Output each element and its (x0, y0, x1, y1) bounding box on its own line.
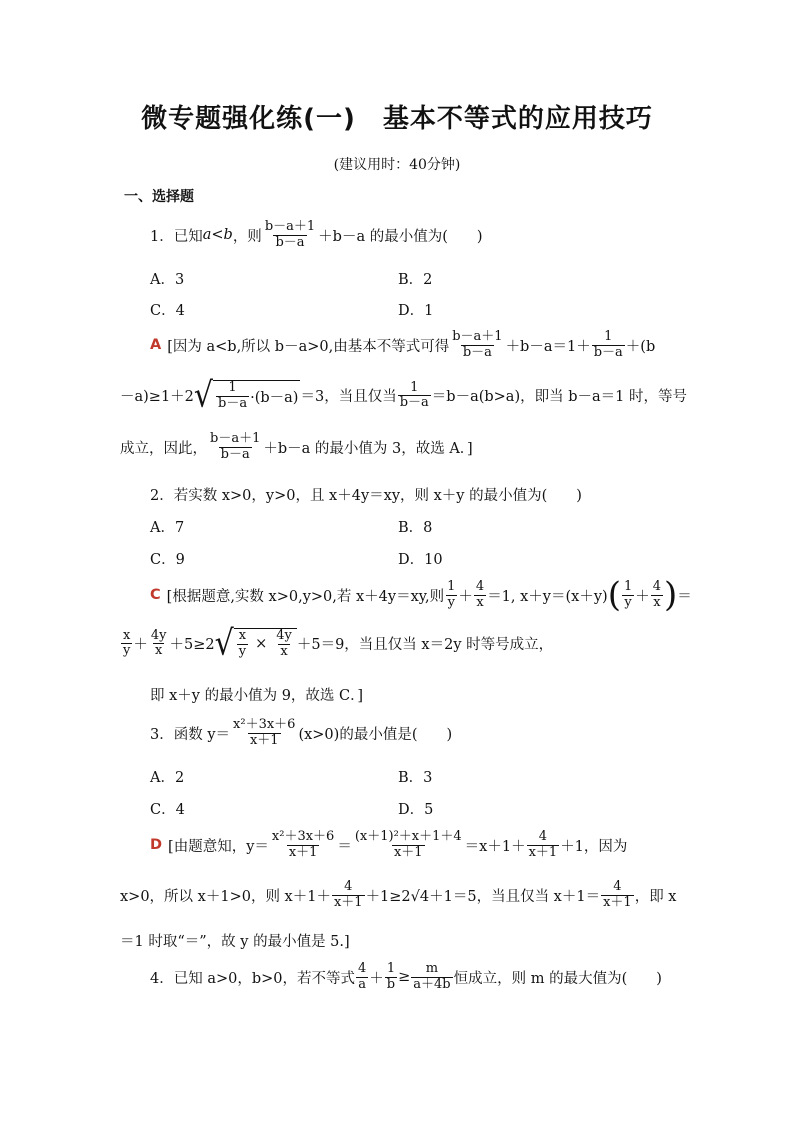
fraction-denominator: a＋4b (413, 976, 451, 992)
q4-fraction (385, 962, 397, 993)
q1-sol-text: ＋b－a 的最小值为 3，故选 A．] (263, 440, 473, 457)
q1-sol-text: 成立，因此， (120, 440, 207, 457)
q2-sol-text: ＋5≥2 (169, 637, 215, 654)
fraction-denominator: x (653, 594, 661, 610)
q3-solution-line-2 (120, 880, 677, 911)
fraction-denominator: x＋1 (528, 844, 558, 860)
q1-fraction (263, 220, 317, 251)
fraction-denominator: a (358, 976, 367, 992)
q2-option-d: D．10 (398, 552, 443, 568)
q2-option-c: C．9 (150, 552, 185, 568)
fraction-numerator: 4 (358, 961, 367, 976)
section-heading: 一、选择题 (124, 189, 194, 205)
q3-sol-text: [由题意知，y＝ (168, 838, 269, 855)
fraction-numerator: x (123, 627, 131, 643)
q1-sol-text: ＝3，当且仅当 (300, 389, 397, 406)
q1-sol-fraction (592, 330, 625, 361)
fraction-denominator: x (476, 594, 484, 610)
q3-sol-text: x>0，所以 x＋1>0，则 x＋1＋ (120, 888, 331, 905)
q3-answer-letter: D (150, 837, 163, 854)
fraction-numerator: 4 (344, 879, 353, 894)
q3-option-a: A．2 (150, 770, 185, 786)
q4-suffix: 恒成立，则 m 的最大值为( ) (453, 970, 662, 987)
fraction-numerator: b－a＋1 (264, 219, 316, 234)
fraction-denominator: x＋1 (393, 844, 423, 860)
fraction-denominator: b－a (218, 395, 248, 411)
q2-solution-line-2 (120, 623, 554, 664)
fraction-denominator: x (280, 643, 288, 659)
q1-option-b: B．2 (398, 272, 433, 288)
square-root: √ $\frac{1}{b-a}$ ·(b－a) (193, 375, 299, 416)
fraction-denominator: b－a (220, 446, 250, 462)
q3-sol-text: ＋1，因为 (560, 838, 628, 855)
fraction-denominator: b－a (399, 395, 429, 411)
q2-sol-text: [根据题意,实数 x>0,y>0,若 x＋4y＝xy,则 (166, 588, 445, 605)
fraction-numerator: 1 (447, 578, 456, 594)
q3-sol-fraction (270, 830, 336, 861)
fraction-denominator: y (447, 594, 455, 610)
fraction-numerator: x (238, 628, 247, 643)
q2-sol-text: ＋ (635, 588, 650, 605)
q1-prefix: 1．已知 (150, 228, 203, 245)
q2-answer-letter: C (150, 587, 161, 603)
q2-sol-text: ＝ (677, 588, 692, 605)
q1-sol-text: ＋(b (625, 338, 656, 355)
q1-sol-fraction (450, 330, 504, 361)
q1-solution-line-1 (150, 330, 655, 361)
fraction-denominator: y (238, 643, 247, 659)
q1-sol-fraction (208, 432, 262, 463)
fraction-denominator: x＋1 (249, 732, 279, 748)
q2-sol-fraction (149, 629, 169, 660)
fraction-denominator: x＋1 (333, 894, 363, 910)
fraction-numerator: (x＋1)²＋x＋1＋4 (354, 829, 462, 844)
q2-sol-fraction (237, 629, 248, 660)
fraction-numerator: 1 (228, 380, 237, 395)
q3-sol-text: ，即 x (634, 888, 677, 905)
fraction-numerator: 4 (652, 578, 662, 594)
q3-prefix: 3．函数 y＝ (150, 726, 231, 743)
q2-sol-text: ＋5＝9，当且仅当 x＝2y 时等号成立， (296, 637, 554, 654)
question-2-stem: 2．若实数 x>0，y>0，且 x＋4y＝xy，则 x＋y 的最小值为( ) (150, 488, 582, 504)
question-1-stem (150, 220, 483, 251)
q4-fraction (411, 962, 452, 993)
fraction-numerator: b－a＋1 (210, 431, 261, 446)
fraction-denominator: b－a (593, 344, 623, 360)
fraction-numerator: 1 (604, 329, 613, 344)
fraction-denominator: y (123, 643, 131, 659)
q3-sol-fraction (353, 830, 464, 861)
q2-sol-fraction (622, 580, 634, 611)
fraction-numerator: 4 (538, 829, 548, 844)
fraction-numerator: b－a＋1 (452, 329, 503, 344)
question-4-stem (150, 962, 662, 993)
fraction-numerator: 1 (410, 379, 419, 395)
q1-sol-text: －a)≥1＋2 (120, 389, 194, 406)
q4-fraction (356, 962, 368, 993)
q3-option-c: C．4 (150, 802, 185, 818)
q2-sol-fraction (121, 629, 132, 660)
q1-answer-letter: A (150, 337, 162, 354)
q3-option-d: D．5 (398, 802, 434, 818)
q1-option-a: A．3 (150, 272, 185, 288)
q3-sol-text: ＋1≥2√4＋1＝5，当且仅当 x＋1＝ (365, 888, 601, 905)
page-subtitle: (建议用时：40分钟) (333, 157, 461, 173)
fraction-numerator: 4 (475, 578, 485, 594)
q3-sol-text: ＝x＋1＋ (464, 838, 526, 855)
q1-option-c: C．4 (150, 303, 185, 319)
fraction-denominator: b (386, 976, 396, 992)
fraction-denominator: x＋1 (288, 844, 318, 860)
q4-text: ＋ (369, 970, 384, 987)
q1-sol-text: ·(b－a) (250, 389, 299, 406)
q3-sol-text: ＝ (337, 838, 352, 855)
q2-solution-line-1: C [根据题意,实数 x>0,y>0,若 x＋4y＝xy,则 $\frac{1}{y}$ ＋ $\frac{4}{x}$ ＝1, x＋y＝(x＋y) ( $\frac{1}{y}$ ＋ $\frac{4}{x}$ ) ＝ (150, 575, 692, 615)
q4-text: ≥ (398, 969, 411, 986)
q1-mid: ，则 (232, 228, 262, 245)
q2-sol-text: ＝1, x＋y＝(x＋y) (487, 588, 608, 605)
q2-sol-fraction (474, 580, 486, 611)
q2-sol-text: ＋ (133, 637, 148, 654)
q1-solution-line-3 (120, 432, 473, 463)
question-3-stem (150, 718, 452, 749)
square-root: √ $\frac{x}{y}$ × $\frac{4y}{x}$ (215, 628, 297, 660)
fraction-denominator: b－a (462, 344, 492, 360)
q1-solution-line-2 (120, 375, 687, 416)
q2-sol-fraction (274, 629, 294, 660)
q2-option-b: B．8 (398, 520, 433, 536)
fraction-numerator: x²＋3x＋6 (271, 829, 335, 844)
fraction-numerator: 4y (276, 628, 292, 643)
q3-sol-fraction (601, 880, 634, 911)
q2-sol-fraction (651, 580, 663, 611)
q3-fraction (231, 718, 297, 749)
q2-solution-line-3: 即 x＋y 的最小值为 9，故选 C．] (150, 688, 364, 704)
q1-sol-text: ＝b－a(b>a)，即当 b－a＝1 时，等号 (431, 389, 687, 406)
q1-sol-fraction (398, 381, 431, 412)
q3-suffix: (x>0)的最小值是( ) (298, 726, 453, 743)
fraction-denominator: b－a (275, 234, 305, 250)
fraction-denominator: x (155, 643, 163, 659)
fraction-numerator: 1 (623, 578, 633, 594)
q1-sol-text: [因为 a<b,所以 b－a>0,由基本不等式可得 (167, 338, 450, 355)
fraction-numerator: m (425, 961, 439, 976)
q2-option-a: A．7 (150, 520, 185, 536)
fraction-denominator: y (624, 594, 632, 610)
q1-sol-fraction (216, 381, 249, 412)
q3-sol-fraction (527, 830, 560, 861)
q1-option-d: D．1 (398, 303, 434, 319)
q4-prefix: 4．已知 a>0，b>0，若不等式 (150, 970, 356, 987)
q1-sol-text: ＋b－a＝1＋ (505, 338, 591, 355)
q1-suffix: ＋b－a 的最小值为( ) (318, 228, 483, 245)
fraction-numerator: 4 (613, 879, 622, 894)
fraction-numerator: 4y (150, 627, 167, 643)
q2-sol-fraction (445, 580, 457, 611)
q2-sol-text: × (255, 636, 268, 653)
fraction-numerator: x²＋3x＋6 (233, 717, 296, 732)
q1-condition: a<b (202, 227, 233, 244)
q2-sol-text: ＋ (458, 588, 473, 605)
q3-option-b: B．3 (398, 770, 433, 786)
q3-sol-fraction (332, 880, 365, 911)
fraction-denominator: x＋1 (603, 894, 632, 910)
page-title: 微专题强化练(一) 基本不等式的应用技巧 (141, 104, 653, 134)
q3-solution-line-3: ＝1 时取“＝”，故 y 的最小值是 5.] (120, 934, 350, 950)
fraction-numerator: 1 (386, 961, 396, 976)
q3-solution-line-1 (150, 830, 627, 861)
